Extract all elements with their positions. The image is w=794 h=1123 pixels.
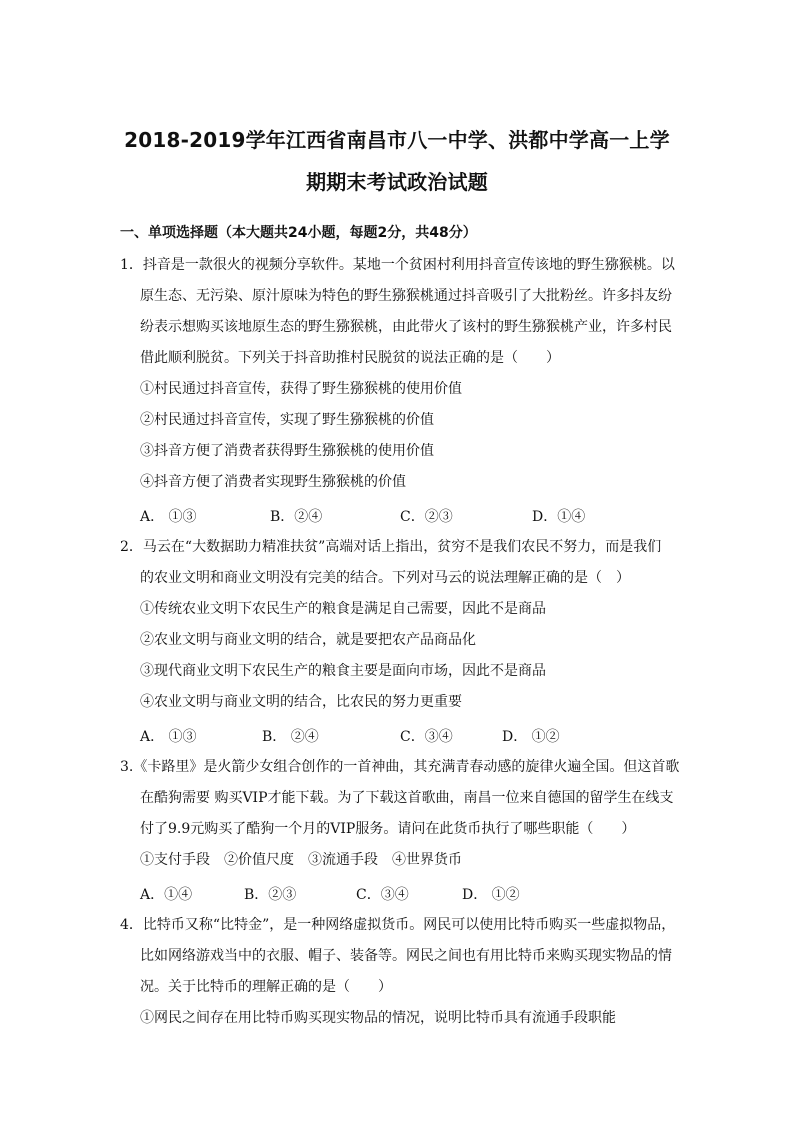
q3-choice-c: C．③④ [356,887,409,903]
q2-choice-d: D． ①② [502,729,560,745]
q1-choice-a: A． ①③ [140,509,197,525]
q1-option-3: ③抖音方便了消费者获得野生猕猴桃的使用价值 [140,443,434,459]
q1-choice-d: D．①④ [532,509,586,525]
q1-option-2: ②村民通过抖音宣传，实现了野生猕猴桃的价值 [140,412,434,428]
q3-choice-b: B．②③ [244,887,297,903]
q2-option-1: ①传统农业文明下农民生产的粮食是满足自己需要，因此不是商品 [140,601,546,617]
q4-option-1: ①网民之间存在用比特币购买现实物品的情况，说明比特币具有流通手段职能 [140,1010,616,1026]
q1-stem-line-2: 原生态、无污染、原汁原味为特色的野生猕猴桃通过抖音吸引了大批粉丝。许多抖友纷 [140,288,672,304]
section-heading: 一、单项选择题（本大题共24小题，每题2分，共48分） [120,225,477,241]
q3-choice-d: D． ①② [462,887,520,903]
title-line-1: 2018-2019学年江西省南昌市八一中学、洪都中学高一上学 [124,128,670,152]
q2-stem-line-2: 的农业文明和商业文明没有完美的结合。下列对马云的说法理解正确的是（ ） [140,570,630,586]
q1-choice-b: B．②④ [270,509,323,525]
q4-stem-line-2: 比如网络游戏当中的衣服、帽子、装备等。网民之间也有用比特币来购买现实物品的情 [140,948,672,964]
q3-stem-line-1: 3.《卡路里》是火箭少女组合创作的一首神曲，其充满青春动感的旋律火遍全国。但这首歌 [120,759,680,775]
q3-stem-line-2: 在酷狗需要 购买VIP才能下载。为了下载这首歌曲，南昌一位来自德国的留学生在线支 [140,790,674,806]
q4-stem-line-1: 4．比特币又称“比特金”，是一种网络虚拟货币。网民可以使用比特币购买一些虚拟物品， [120,917,676,933]
q3-option-1: ①支付手段 ②价值尺度 ③流通手段 ④世界货币 [140,852,462,868]
q1-choice-c: C．②③ [400,509,453,525]
q3-choice-a: A．①④ [140,887,193,903]
q3-stem-line-3: 付了9.9元购买了酷狗一个月的VIP服务。请问在此货币执行了哪些职能（ ） [140,821,636,837]
q2-choice-a: A． ①③ [140,729,197,745]
q2-stem-line-1: 2．马云在“大数据助力精准扶贫”高端对话上指出，贫穷不是我们农民不努力，而是我们 [120,539,662,555]
q1-option-1: ①村民通过抖音宣传，获得了野生猕猴桃的使用价值 [140,381,462,397]
q2-option-2: ②农业文明与商业文明的结合，就是要把农产品商品化 [140,632,476,648]
q2-choice-c: C．③④ [400,729,453,745]
q1-stem-line-4: 借此顺利脱贫。下列关于抖音助推村民脱贫的说法正确的是（ ） [140,350,560,366]
title-line-2: 期期末考试政治试题 [306,170,488,194]
q1-stem-line-1: 1．抖音是一款很火的视频分享软件。某地一个贫困村利用抖音宣传该地的野生猕猴桃。以 [120,257,675,273]
q2-option-4: ④农业文明与商业文明的结合，比农民的努力更重要 [140,694,462,710]
q2-choice-b: B． ②④ [262,729,319,745]
q4-stem-line-3: 况。关于比特币的理解正确的是（ ） [140,979,392,995]
q1-stem-line-3: 纷表示想购买该地原生态的野生猕猴桃，由此带火了该村的野生猕猴桃产业，许多村民 [140,319,672,335]
q2-option-3: ③现代商业文明下农民生产的粮食主要是面向市场，因此不是商品 [140,663,546,679]
q1-option-4: ④抖音方便了消费者实现野生猕猴桃的价值 [140,474,406,490]
